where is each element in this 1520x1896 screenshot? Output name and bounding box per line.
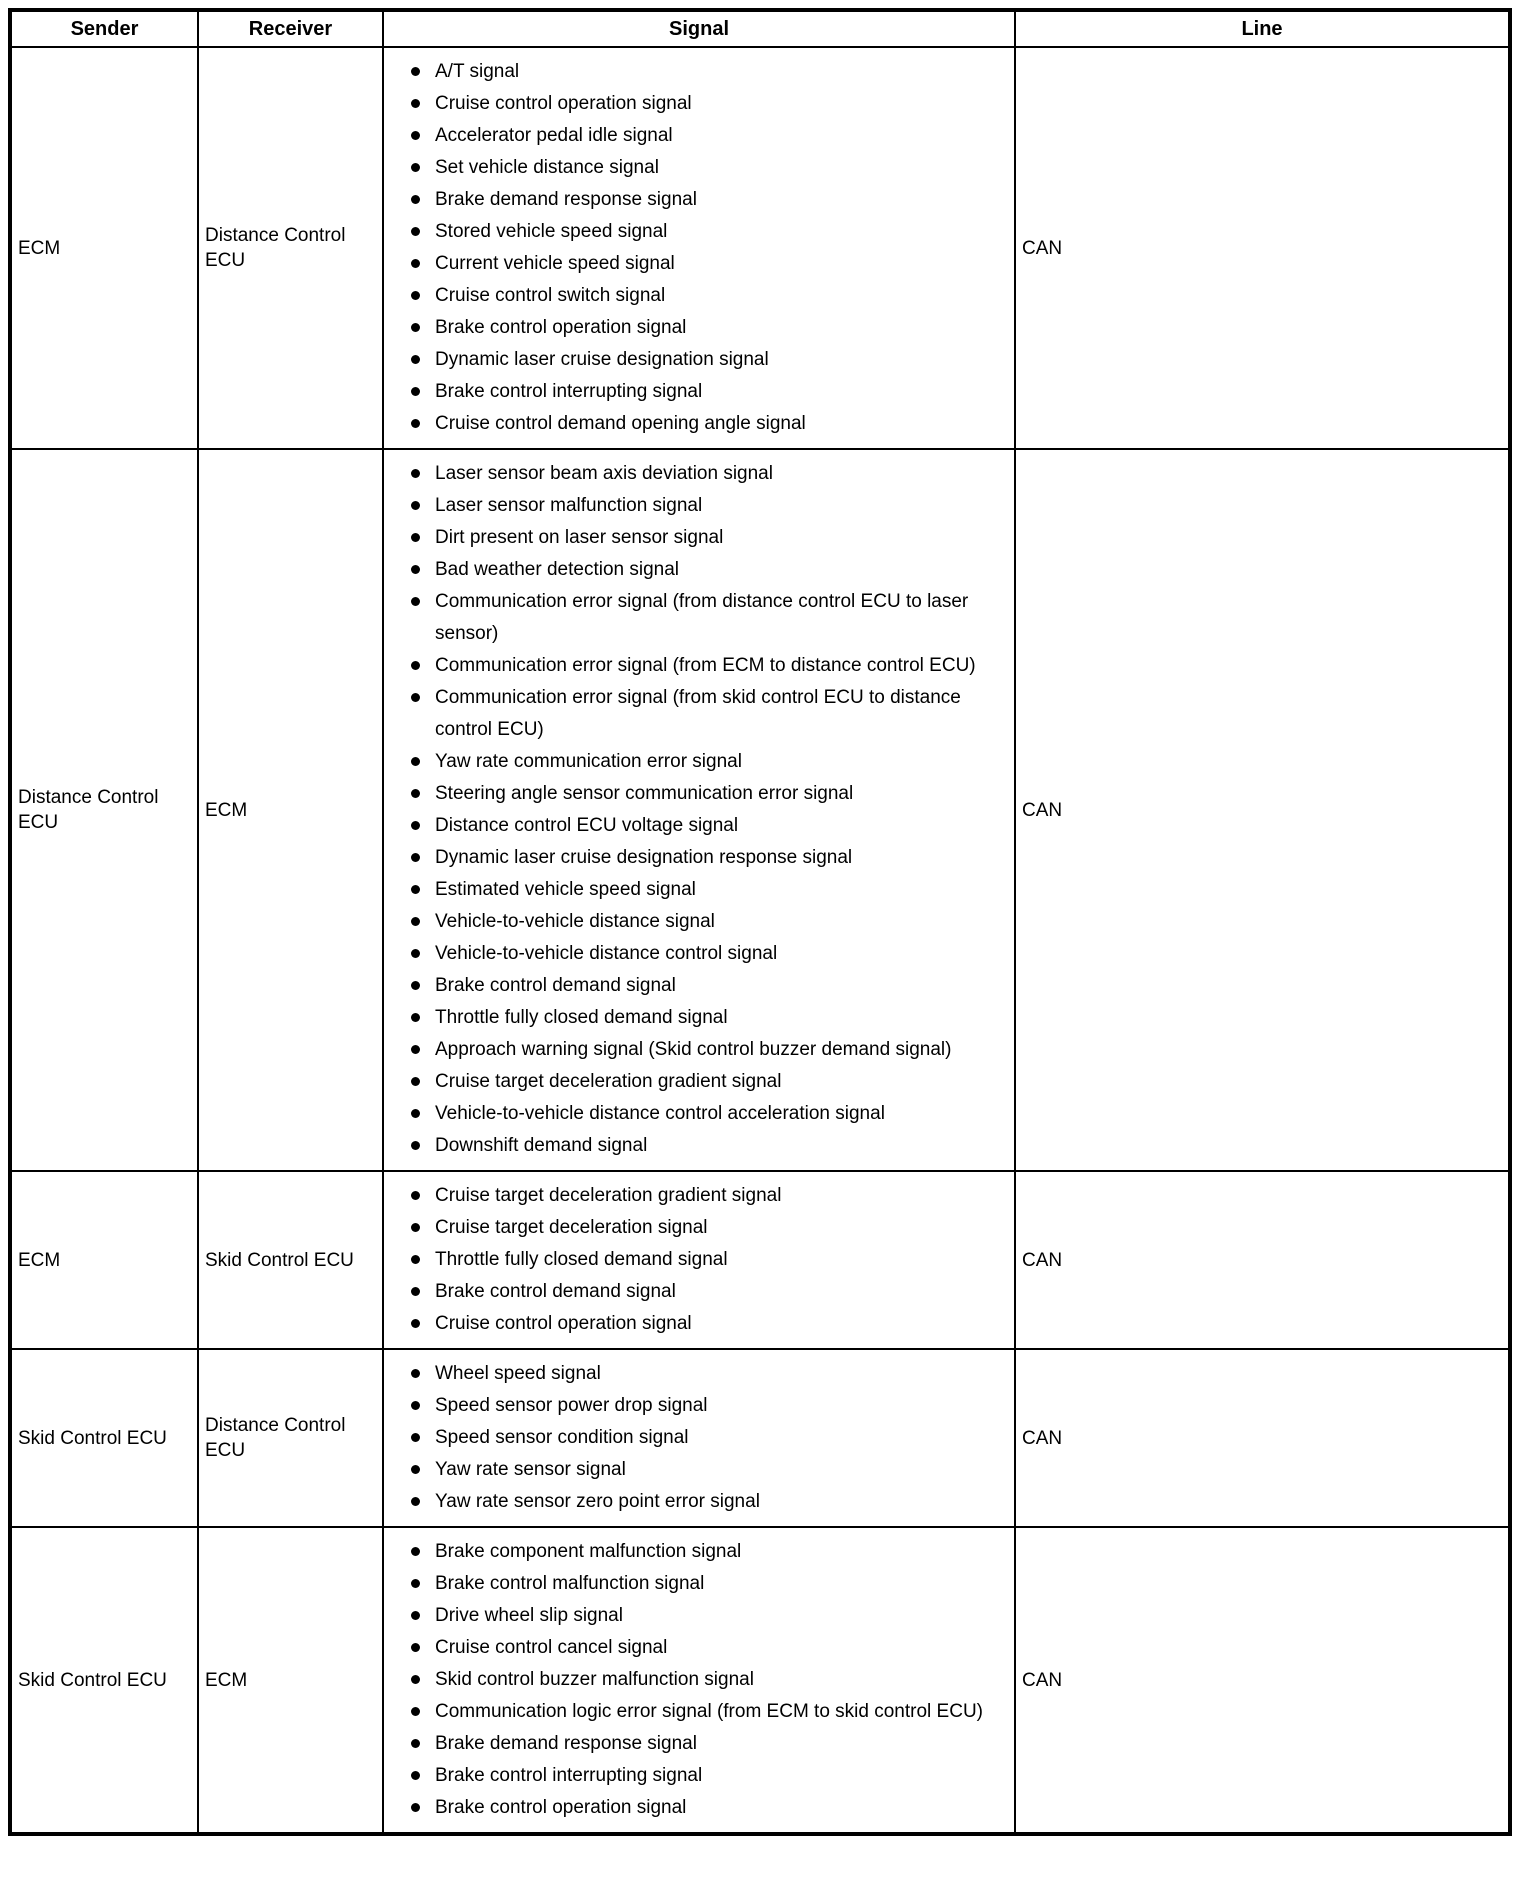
signal-item: Distance control ECU voltage signal xyxy=(408,810,1008,842)
signal-item: Brake control malfunction signal xyxy=(408,1568,1008,1600)
signal-item: Yaw rate sensor zero point error signal xyxy=(408,1486,1008,1518)
signal-cell xyxy=(383,1349,1015,1527)
signal-list xyxy=(384,1528,1014,1832)
signal-item: Communication error signal (from distance control ECU to laser sensor) xyxy=(408,586,1008,650)
column-header-receiver: Receiver xyxy=(198,10,383,47)
signal-item: Throttle fully closed demand signal xyxy=(408,1002,1008,1034)
signal-list xyxy=(384,450,1014,1170)
sender-cell: ECM xyxy=(10,1171,198,1349)
signal-item: Accelerator pedal idle signal xyxy=(408,120,1008,152)
signal-item: Vehicle-to-vehicle distance control acceleration signal xyxy=(408,1098,1008,1130)
signal-item: Brake demand response signal xyxy=(408,1728,1008,1760)
receiver-cell: ECM xyxy=(198,449,383,1171)
signal-item: Laser sensor beam axis deviation signal xyxy=(408,458,1008,490)
table-row xyxy=(10,47,1510,449)
signal-item: Brake control operation signal xyxy=(408,1792,1008,1824)
sender-cell: Skid Control ECU xyxy=(10,1527,198,1834)
signal-item: Speed sensor condition signal xyxy=(408,1422,1008,1454)
signal-list xyxy=(384,1350,1014,1526)
signal-item: Cruise control operation signal xyxy=(408,88,1008,120)
signal-item: Communication error signal (from ECM to distance control ECU) xyxy=(408,650,1008,682)
signal-item: Current vehicle speed signal xyxy=(408,248,1008,280)
signal-item: Cruise control switch signal xyxy=(408,280,1008,312)
signal-item: Wheel speed signal xyxy=(408,1358,1008,1390)
signal-item: Dynamic laser cruise designation signal xyxy=(408,344,1008,376)
receiver-cell: Distance Control ECU xyxy=(198,1349,383,1527)
signal-cell xyxy=(383,449,1015,1171)
signal-item: Estimated vehicle speed signal xyxy=(408,874,1008,906)
column-header-sender: Sender xyxy=(10,10,198,47)
signal-item: Communication logic error signal (from ECM to skid control ECU) xyxy=(408,1696,1008,1728)
signal-item: A/T signal xyxy=(408,56,1008,88)
signal-item: Brake control operation signal xyxy=(408,312,1008,344)
signal-item: Dynamic laser cruise designation response signal xyxy=(408,842,1008,874)
signal-item: Communication error signal (from skid control ECU to distance control ECU) xyxy=(408,682,1008,746)
signal-item: Brake control demand signal xyxy=(408,970,1008,1002)
signal-cell xyxy=(383,47,1015,449)
line-cell: CAN xyxy=(1015,1349,1510,1527)
can-signal-routing-table xyxy=(8,8,1512,1836)
line-cell: CAN xyxy=(1015,47,1510,449)
receiver-cell: Skid Control ECU xyxy=(198,1171,383,1349)
signal-item: Set vehicle distance signal xyxy=(408,152,1008,184)
table-header-row xyxy=(10,10,1510,47)
signal-item: Bad weather detection signal xyxy=(408,554,1008,586)
signal-list xyxy=(384,48,1014,448)
signal-item: Cruise target deceleration signal xyxy=(408,1212,1008,1244)
signal-item: Throttle fully closed demand signal xyxy=(408,1244,1008,1276)
line-cell: CAN xyxy=(1015,1171,1510,1349)
signal-list xyxy=(384,1172,1014,1348)
line-cell: CAN xyxy=(1015,449,1510,1171)
signal-item: Yaw rate sensor signal xyxy=(408,1454,1008,1486)
signal-item: Cruise control cancel signal xyxy=(408,1632,1008,1664)
signal-item: Brake control interrupting signal xyxy=(408,376,1008,408)
signal-item: Speed sensor power drop signal xyxy=(408,1390,1008,1422)
sender-cell: Skid Control ECU xyxy=(10,1349,198,1527)
sender-cell: Distance Control ECU xyxy=(10,449,198,1171)
signal-item: Vehicle-to-vehicle distance control signal xyxy=(408,938,1008,970)
signal-item: Brake control demand signal xyxy=(408,1276,1008,1308)
signal-item: Cruise target deceleration gradient signal xyxy=(408,1066,1008,1098)
signal-item: Brake control interrupting signal xyxy=(408,1760,1008,1792)
table-row xyxy=(10,1527,1510,1834)
signal-item: Dirt present on laser sensor signal xyxy=(408,522,1008,554)
table-body xyxy=(10,47,1510,1834)
table-row xyxy=(10,1349,1510,1527)
signal-item: Brake demand response signal xyxy=(408,184,1008,216)
signal-cell xyxy=(383,1527,1015,1834)
signal-item: Laser sensor malfunction signal xyxy=(408,490,1008,522)
column-header-signal: Signal xyxy=(383,10,1015,47)
signal-item: Brake component malfunction signal xyxy=(408,1536,1008,1568)
table-row xyxy=(10,449,1510,1171)
sender-cell: ECM xyxy=(10,47,198,449)
signal-item: Vehicle-to-vehicle distance signal xyxy=(408,906,1008,938)
signal-item: Cruise control demand opening angle signal xyxy=(408,408,1008,440)
signal-item: Cruise control operation signal xyxy=(408,1308,1008,1340)
column-header-line: Line xyxy=(1015,10,1510,47)
signal-item: Cruise target deceleration gradient signal xyxy=(408,1180,1008,1212)
receiver-cell: Distance Control ECU xyxy=(198,47,383,449)
signal-item: Downshift demand signal xyxy=(408,1130,1008,1162)
signal-item: Approach warning signal (Skid control buzzer demand signal) xyxy=(408,1034,1008,1066)
signal-cell xyxy=(383,1171,1015,1349)
line-cell: CAN xyxy=(1015,1527,1510,1834)
signal-item: Yaw rate communication error signal xyxy=(408,746,1008,778)
signal-item: Drive wheel slip signal xyxy=(408,1600,1008,1632)
signal-item: Steering angle sensor communication error signal xyxy=(408,778,1008,810)
table-row xyxy=(10,1171,1510,1349)
signal-item: Skid control buzzer malfunction signal xyxy=(408,1664,1008,1696)
receiver-cell: ECM xyxy=(198,1527,383,1834)
signal-item: Stored vehicle speed signal xyxy=(408,216,1008,248)
